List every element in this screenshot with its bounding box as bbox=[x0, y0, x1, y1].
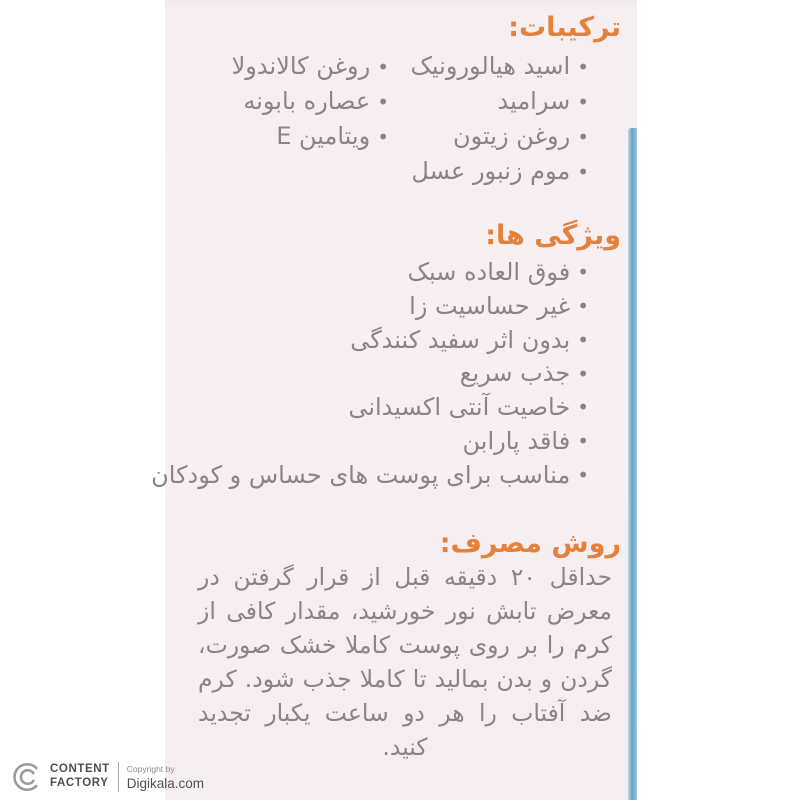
bullet-icon: • bbox=[377, 89, 389, 114]
feature-text: فوق العاده سبک bbox=[407, 258, 571, 286]
bullet-icon: • bbox=[577, 395, 589, 420]
bullet-icon: • bbox=[577, 260, 589, 285]
usage-instructions: حداقل ۲۰ دقیقه قبل از قرار گرفتن در معرض تابش نور خورشید، مقدار کافی از کرم را بر روی پوست کاملا خشک صورت، گردن و بدن بمالید تا کاملا جذب شود. کرم ضد آفتاب را هر دو ساعت یکبار تجدید کنید. bbox=[198, 563, 612, 761]
bullet-icon: • bbox=[577, 429, 589, 453]
watermark-site: Digikala.com bbox=[126, 775, 205, 791]
bullet-icon: • bbox=[577, 89, 589, 114]
ingredient-item bbox=[389, 122, 589, 150]
bullet-icon: • bbox=[577, 124, 589, 149]
watermark-divider bbox=[118, 762, 119, 792]
bullet-icon: • bbox=[577, 361, 589, 386]
ingredient-item bbox=[189, 122, 389, 150]
usage-heading: روش مصرف: bbox=[439, 528, 621, 559]
feature-text: جذب سریع bbox=[459, 359, 571, 388]
features-list bbox=[151, 256, 589, 492]
ingredient-text: روغن زیتون bbox=[453, 121, 571, 150]
package-edge-stripe bbox=[628, 128, 637, 800]
watermark bbox=[10, 756, 204, 798]
bullet-icon: • bbox=[577, 327, 589, 352]
bullet-icon: • bbox=[577, 462, 589, 487]
ingredient-item bbox=[389, 52, 589, 80]
bullet-icon: • bbox=[577, 294, 589, 318]
ingredient-item bbox=[189, 52, 389, 80]
feature-item bbox=[179, 425, 589, 459]
features-heading: ویژگی ها: bbox=[485, 220, 621, 251]
watermark-brand-line1: CONTENT bbox=[50, 763, 110, 776]
ingredient-text: اسید هیالورونیک bbox=[410, 51, 571, 80]
feature-item bbox=[179, 357, 589, 391]
feature-item bbox=[151, 459, 589, 493]
bullet-icon: • bbox=[577, 54, 589, 79]
feature-text: خاصیت آنتی اکسیدانی bbox=[348, 393, 571, 421]
ingredients-list bbox=[189, 48, 589, 188]
feature-text: مناسب برای پوست های حساس و کودکان bbox=[151, 460, 571, 489]
package-label-panel bbox=[151, 0, 637, 800]
ingredient-item bbox=[389, 157, 589, 185]
ingredient-text: سرامید bbox=[497, 86, 571, 115]
ingredient-text: روغن کالاندولا bbox=[231, 51, 371, 80]
bullet-icon: • bbox=[377, 54, 389, 79]
ingredient-item bbox=[189, 87, 389, 115]
ingredient-text: ویتامین E bbox=[276, 121, 371, 150]
ingredient-item bbox=[389, 87, 589, 115]
feature-item bbox=[179, 256, 589, 290]
feature-item bbox=[179, 324, 589, 358]
feature-item bbox=[179, 290, 589, 324]
feature-text: غیر حساسیت زا bbox=[409, 291, 571, 320]
feature-text: فاقد پارابن bbox=[462, 426, 571, 455]
ingredients-row bbox=[189, 118, 589, 153]
watermark-copyright-label: Copyright by bbox=[126, 763, 175, 774]
ingredients-row bbox=[189, 153, 589, 188]
watermark-brand bbox=[50, 763, 110, 791]
feature-item bbox=[179, 391, 589, 425]
ingredient-text: عصاره بابونه bbox=[243, 86, 371, 115]
watermark-brand-line2: FACTORY bbox=[50, 777, 109, 789]
bullet-icon: • bbox=[577, 159, 589, 184]
bullet-icon: • bbox=[377, 124, 389, 149]
ingredients-row bbox=[189, 48, 589, 83]
content-factory-logo-icon bbox=[10, 760, 44, 794]
ingredients-row bbox=[189, 83, 589, 118]
ingredients-heading: ترکیبات: bbox=[508, 12, 621, 43]
watermark-copyright bbox=[127, 764, 204, 791]
feature-text: بدون اثر سفید کنندگی bbox=[350, 325, 571, 354]
ingredient-text: موم زنبور عسل bbox=[411, 156, 571, 185]
